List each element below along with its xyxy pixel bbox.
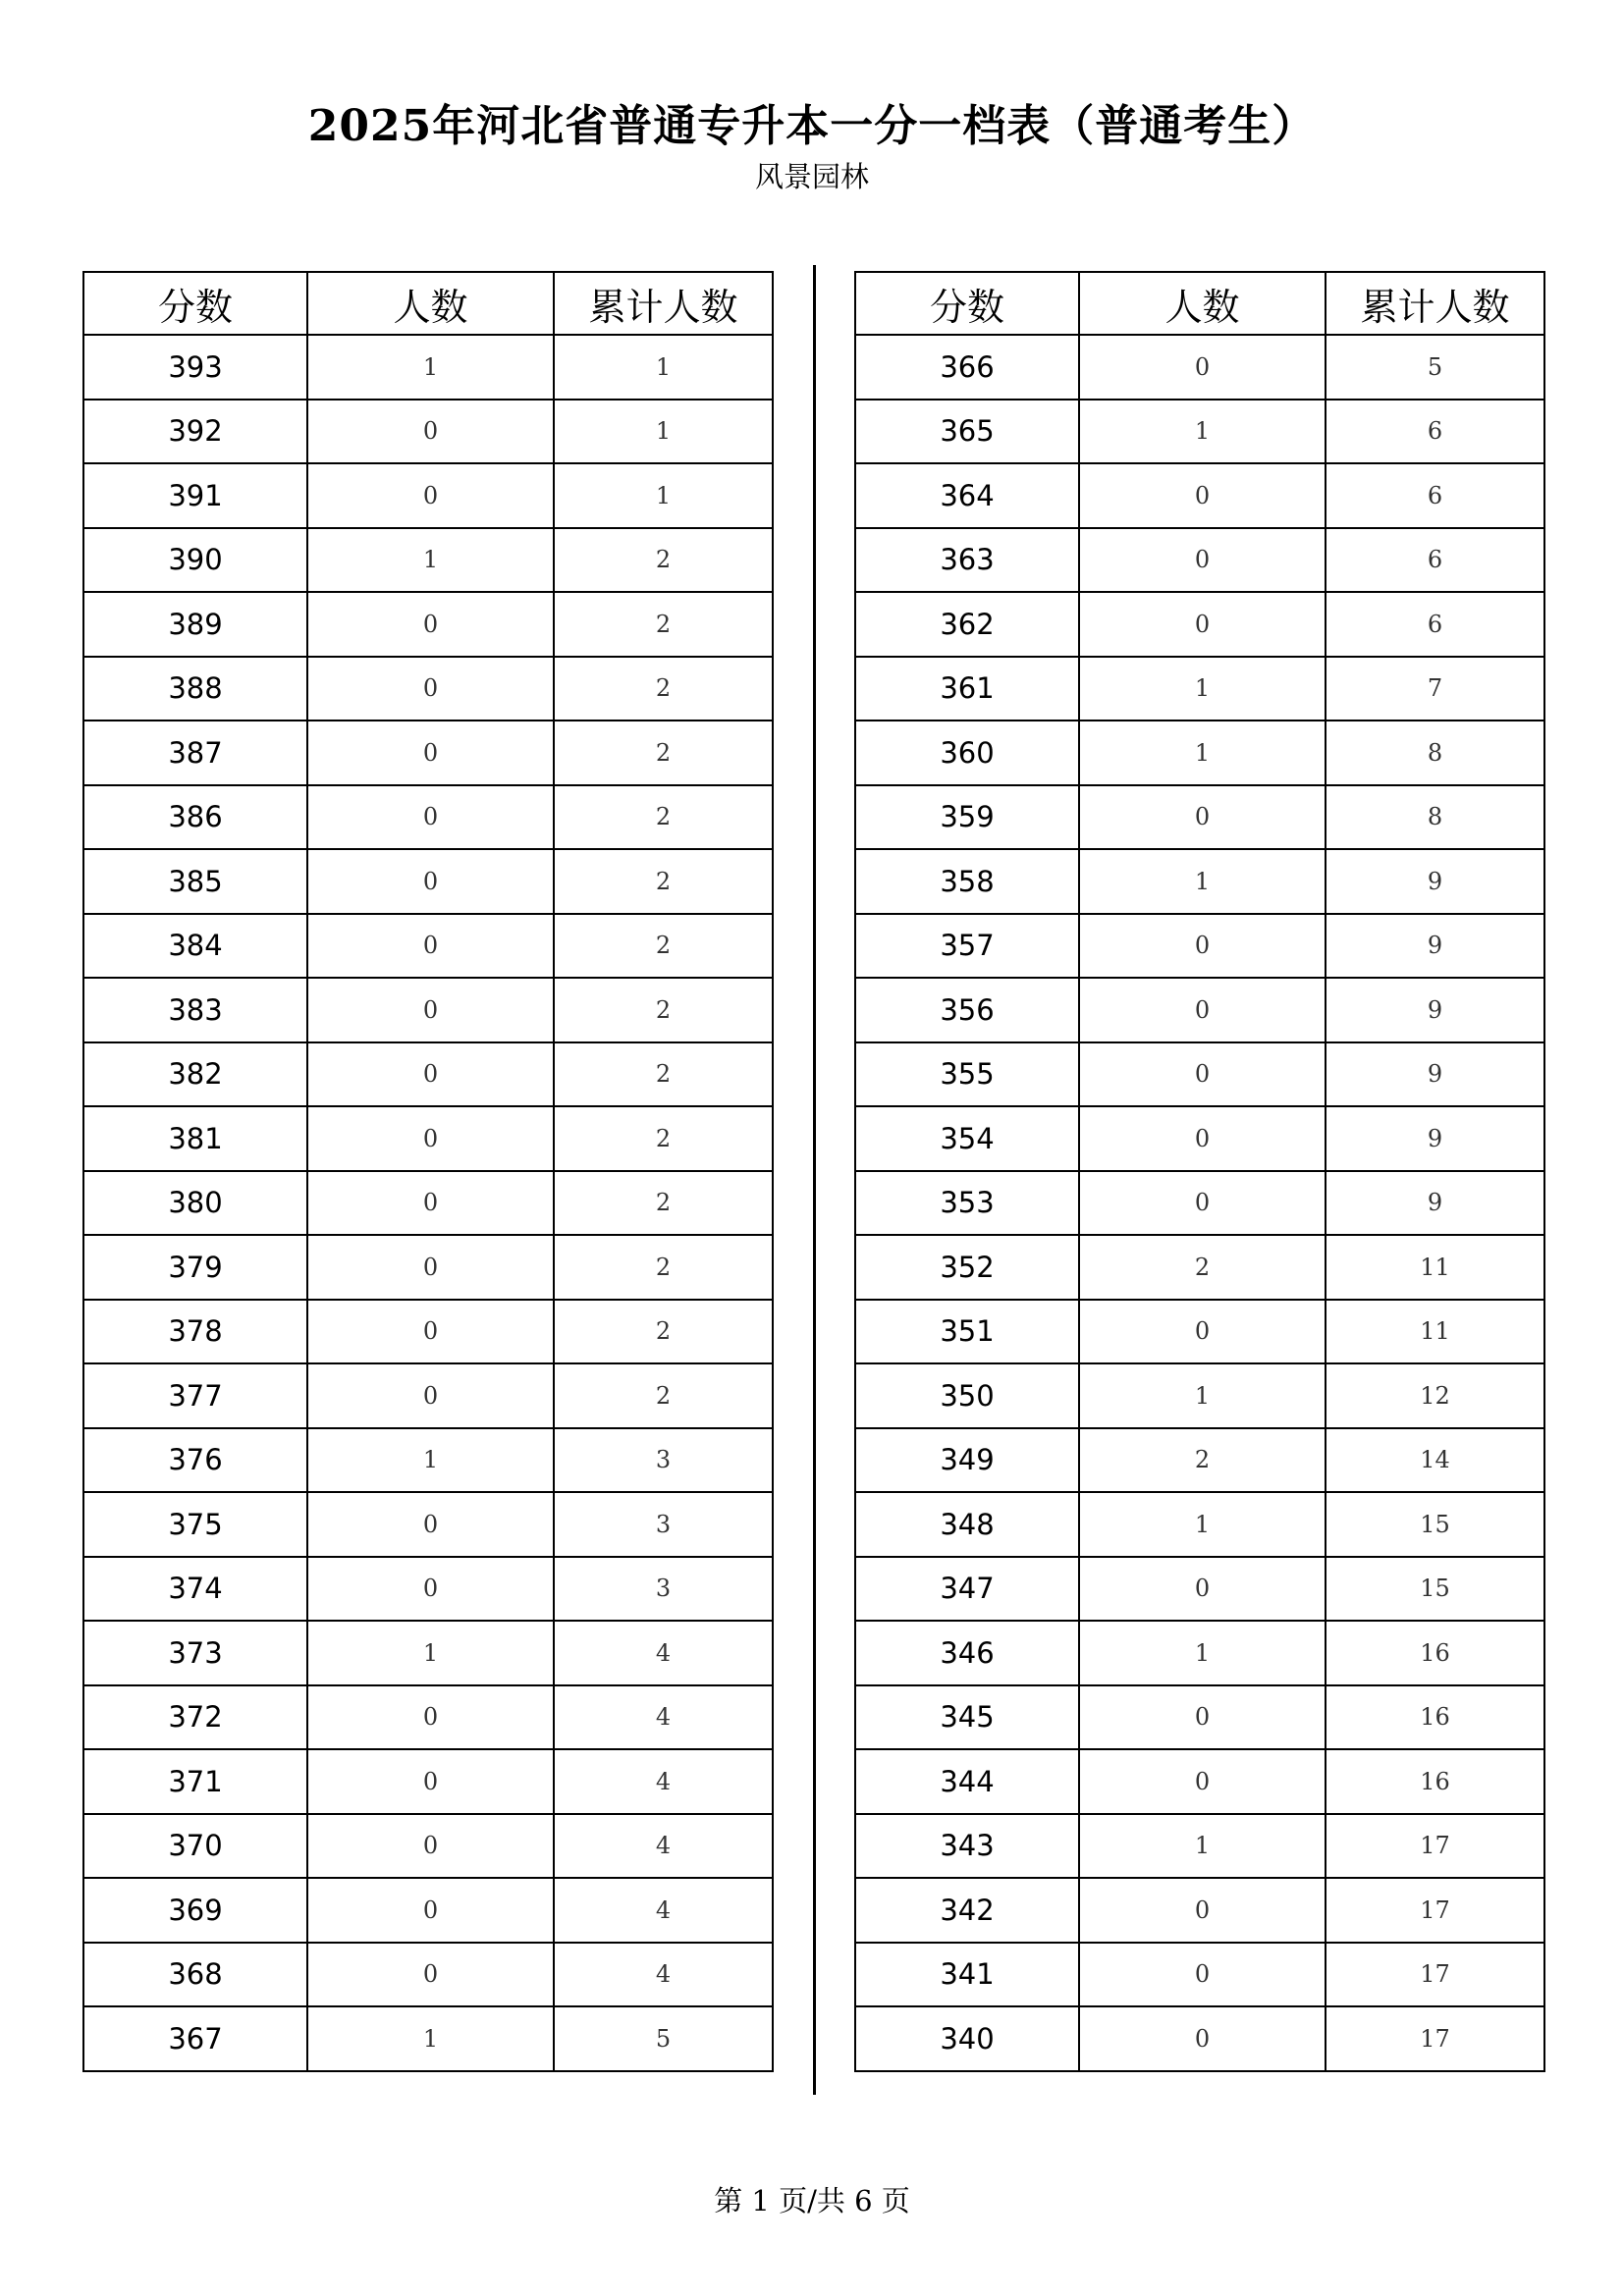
- cell-count: 0: [307, 592, 554, 657]
- cell-score: 351: [855, 1300, 1079, 1364]
- cell-cumulative: 4: [554, 1621, 773, 1685]
- cell-count: 0: [307, 785, 554, 850]
- table-header-row: [83, 272, 773, 335]
- cell-cumulative: 2: [554, 1235, 773, 1300]
- cell-cumulative: 4: [554, 1749, 773, 1814]
- cell-score: 372: [83, 1685, 307, 1750]
- cell-score: 390: [83, 528, 307, 593]
- table-row: [855, 978, 1544, 1042]
- cell-count: 0: [307, 849, 554, 914]
- cell-count: 0: [307, 1300, 554, 1364]
- page-subtitle: 风景园林: [754, 160, 869, 193]
- cell-cumulative: 6: [1326, 400, 1544, 464]
- table-row: [855, 1300, 1544, 1364]
- cell-score: 364: [855, 463, 1079, 528]
- header-count: 人数: [307, 272, 554, 335]
- cell-cumulative: 3: [554, 1492, 773, 1557]
- cell-score: 375: [83, 1492, 307, 1557]
- cell-score: 369: [83, 1878, 307, 1943]
- table-row: [83, 400, 773, 464]
- cell-score: 379: [83, 1235, 307, 1300]
- cell-count: 0: [307, 1814, 554, 1879]
- cell-count: 0: [307, 657, 554, 721]
- cell-count: 0: [307, 978, 554, 1042]
- column-divider: [813, 265, 816, 2095]
- cell-count: 1: [1079, 1621, 1326, 1685]
- cell-count: 1: [1079, 657, 1326, 721]
- cell-count: 1: [1079, 849, 1326, 914]
- cell-score: 368: [83, 1943, 307, 2007]
- cell-cumulative: 14: [1326, 1428, 1544, 1493]
- cell-score: 343: [855, 1814, 1079, 1879]
- cell-count: 0: [1079, 1106, 1326, 1171]
- table-row: [83, 785, 773, 850]
- cell-count: 0: [1079, 1557, 1326, 1622]
- cell-cumulative: 8: [1326, 721, 1544, 785]
- cell-count: 0: [1079, 1685, 1326, 1750]
- cell-count: 0: [307, 914, 554, 979]
- cell-score: 361: [855, 657, 1079, 721]
- cell-cumulative: 2: [554, 1171, 773, 1236]
- cell-cumulative: 2: [554, 978, 773, 1042]
- cell-score: 391: [83, 463, 307, 528]
- table-row: [83, 1943, 773, 2007]
- cell-count: 0: [307, 1557, 554, 1622]
- cell-score: 360: [855, 721, 1079, 785]
- cell-count: 0: [307, 1042, 554, 1107]
- table-row: [83, 1171, 773, 1236]
- table-row: [83, 1235, 773, 1300]
- table-row: [83, 1878, 773, 1943]
- table-row: [855, 335, 1544, 400]
- cell-count: 0: [1079, 1749, 1326, 1814]
- table-row: [83, 1621, 773, 1685]
- cell-cumulative: 9: [1326, 978, 1544, 1042]
- cell-score: 378: [83, 1300, 307, 1364]
- cell-cumulative: 16: [1326, 1621, 1544, 1685]
- table-row: [83, 592, 773, 657]
- cell-score: 349: [855, 1428, 1079, 1493]
- table-row: [855, 914, 1544, 979]
- cell-cumulative: 9: [1326, 1042, 1544, 1107]
- cell-score: 376: [83, 1428, 307, 1493]
- cell-score: 341: [855, 1943, 1079, 2007]
- header-cumulative: 累计人数: [554, 272, 773, 335]
- cell-cumulative: 4: [554, 1878, 773, 1943]
- cell-count: 0: [1079, 914, 1326, 979]
- table-row: [855, 1363, 1544, 1428]
- table-row: [83, 1814, 773, 1879]
- cell-score: 347: [855, 1557, 1079, 1622]
- cell-cumulative: 11: [1326, 1235, 1544, 1300]
- table-row: [855, 1557, 1544, 1622]
- table-row: [855, 1621, 1544, 1685]
- cell-cumulative: 4: [554, 1685, 773, 1750]
- cell-score: 350: [855, 1363, 1079, 1428]
- cell-score: 387: [83, 721, 307, 785]
- cell-count: 1: [307, 1621, 554, 1685]
- table-row: [855, 528, 1544, 593]
- cell-cumulative: 9: [1326, 849, 1544, 914]
- cell-score: 373: [83, 1621, 307, 1685]
- cell-count: 1: [307, 2006, 554, 2071]
- table-row: [83, 1685, 773, 1750]
- cell-cumulative: 15: [1326, 1557, 1544, 1622]
- table-row: [83, 1492, 773, 1557]
- table-row: [83, 1749, 773, 1814]
- cell-cumulative: 16: [1326, 1749, 1544, 1814]
- table-row: [855, 1749, 1544, 1814]
- score-table-right: [854, 271, 1545, 2072]
- cell-cumulative: 5: [1326, 335, 1544, 400]
- header-score: 分数: [83, 272, 307, 335]
- cell-cumulative: 1: [554, 335, 773, 400]
- cell-cumulative: 1: [554, 463, 773, 528]
- table-row: [855, 657, 1544, 721]
- cell-score: 366: [855, 335, 1079, 400]
- table-row: [83, 1106, 773, 1171]
- cell-score: 392: [83, 400, 307, 464]
- cell-count: 0: [307, 1878, 554, 1943]
- cell-score: 377: [83, 1363, 307, 1428]
- cell-score: 365: [855, 400, 1079, 464]
- table-row: [855, 1943, 1544, 2007]
- header-score: 分数: [855, 272, 1079, 335]
- cell-count: 1: [1079, 400, 1326, 464]
- table-row: [855, 721, 1544, 785]
- cell-cumulative: 16: [1326, 1685, 1544, 1750]
- table-row: [855, 1106, 1544, 1171]
- cell-count: 0: [1079, 528, 1326, 593]
- table-row: [855, 1492, 1544, 1557]
- table-row: [855, 463, 1544, 528]
- cell-cumulative: 2: [554, 1300, 773, 1364]
- cell-cumulative: 2: [554, 528, 773, 593]
- table-header-row: [855, 272, 1544, 335]
- table-row: [83, 1557, 773, 1622]
- cell-count: 0: [307, 1943, 554, 2007]
- cell-count: 1: [307, 528, 554, 593]
- table-row: [855, 1878, 1544, 1943]
- table-row: [83, 1363, 773, 1428]
- table-row: [83, 1300, 773, 1364]
- cell-count: 0: [1079, 1042, 1326, 1107]
- cell-cumulative: 17: [1326, 1814, 1544, 1879]
- cell-score: 374: [83, 1557, 307, 1622]
- cell-count: 0: [307, 1749, 554, 1814]
- cell-cumulative: 4: [554, 1814, 773, 1879]
- cell-score: 383: [83, 978, 307, 1042]
- cell-score: 393: [83, 335, 307, 400]
- cell-cumulative: 9: [1326, 914, 1544, 979]
- cell-cumulative: 15: [1326, 1492, 1544, 1557]
- header-cumulative: 累计人数: [1326, 272, 1544, 335]
- cell-cumulative: 7: [1326, 657, 1544, 721]
- cell-count: 0: [1079, 463, 1326, 528]
- cell-cumulative: 5: [554, 2006, 773, 2071]
- cell-cumulative: 12: [1326, 1363, 1544, 1428]
- cell-score: 371: [83, 1749, 307, 1814]
- cell-score: 370: [83, 1814, 307, 1879]
- table-row: [83, 914, 773, 979]
- cell-count: 1: [1079, 1492, 1326, 1557]
- cell-count: 0: [1079, 1878, 1326, 1943]
- cell-score: 358: [855, 849, 1079, 914]
- table-row: [855, 849, 1544, 914]
- cell-cumulative: 2: [554, 592, 773, 657]
- cell-score: 357: [855, 914, 1079, 979]
- cell-cumulative: 1: [554, 400, 773, 464]
- cell-count: 2: [1079, 1428, 1326, 1493]
- page-title: 2025年河北省普通专升本一分一档表（普通考生）: [307, 101, 1317, 151]
- table-row: [855, 1814, 1544, 1879]
- cell-count: 0: [1079, 1943, 1326, 2007]
- cell-count: 0: [307, 1106, 554, 1171]
- cell-cumulative: 2: [554, 1363, 773, 1428]
- cell-count: 2: [1079, 1235, 1326, 1300]
- table-row: [855, 1171, 1544, 1236]
- cell-cumulative: 9: [1326, 1171, 1544, 1236]
- cell-count: 0: [1079, 335, 1326, 400]
- cell-count: 0: [1079, 978, 1326, 1042]
- cell-count: 0: [1079, 1171, 1326, 1236]
- cell-count: 0: [307, 1235, 554, 1300]
- cell-score: 389: [83, 592, 307, 657]
- page-footer: 第 1 页/共 6 页: [714, 2184, 910, 2217]
- cell-score: 354: [855, 1106, 1079, 1171]
- table-row: [83, 1428, 773, 1493]
- cell-count: 1: [1079, 721, 1326, 785]
- cell-count: 0: [307, 400, 554, 464]
- table-row: [83, 978, 773, 1042]
- table-row: [855, 785, 1544, 850]
- cell-count: 0: [1079, 2006, 1326, 2071]
- cell-count: 1: [307, 335, 554, 400]
- cell-score: 362: [855, 592, 1079, 657]
- table-row: [83, 2006, 773, 2071]
- cell-cumulative: 17: [1326, 2006, 1544, 2071]
- cell-cumulative: 8: [1326, 785, 1544, 850]
- cell-cumulative: 2: [554, 721, 773, 785]
- cell-count: 0: [1079, 592, 1326, 657]
- cell-score: 356: [855, 978, 1079, 1042]
- cell-score: 382: [83, 1042, 307, 1107]
- cell-count: 0: [307, 1685, 554, 1750]
- cell-count: 0: [1079, 785, 1326, 850]
- cell-score: 348: [855, 1492, 1079, 1557]
- cell-count: 1: [1079, 1814, 1326, 1879]
- cell-score: 346: [855, 1621, 1079, 1685]
- cell-cumulative: 6: [1326, 463, 1544, 528]
- cell-score: 367: [83, 2006, 307, 2071]
- cell-score: 345: [855, 1685, 1079, 1750]
- cell-cumulative: 2: [554, 1042, 773, 1107]
- cell-count: 1: [1079, 1363, 1326, 1428]
- cell-count: 0: [307, 721, 554, 785]
- cell-cumulative: 2: [554, 849, 773, 914]
- cell-score: 342: [855, 1878, 1079, 1943]
- cell-score: 353: [855, 1171, 1079, 1236]
- table-row: [83, 463, 773, 528]
- cell-count: 0: [307, 1492, 554, 1557]
- table-row: [855, 1685, 1544, 1750]
- table-row: [83, 1042, 773, 1107]
- cell-score: 388: [83, 657, 307, 721]
- cell-cumulative: 17: [1326, 1943, 1544, 2007]
- table-row: [83, 528, 773, 593]
- cell-cumulative: 9: [1326, 1106, 1544, 1171]
- cell-score: 384: [83, 914, 307, 979]
- cell-score: 355: [855, 1042, 1079, 1107]
- table-row: [855, 1428, 1544, 1493]
- cell-cumulative: 3: [554, 1428, 773, 1493]
- cell-cumulative: 2: [554, 1106, 773, 1171]
- cell-cumulative: 2: [554, 914, 773, 979]
- cell-cumulative: 4: [554, 1943, 773, 2007]
- table-row: [855, 1042, 1544, 1107]
- cell-score: 340: [855, 2006, 1079, 2071]
- cell-cumulative: 2: [554, 785, 773, 850]
- table-row: [83, 657, 773, 721]
- table-row: [855, 400, 1544, 464]
- cell-score: 380: [83, 1171, 307, 1236]
- table-row: [83, 335, 773, 400]
- cell-score: 386: [83, 785, 307, 850]
- cell-count: 0: [307, 463, 554, 528]
- cell-cumulative: 6: [1326, 528, 1544, 593]
- table-row: [855, 2006, 1544, 2071]
- cell-score: 385: [83, 849, 307, 914]
- cell-count: 0: [1079, 1300, 1326, 1364]
- table-row: [855, 1235, 1544, 1300]
- cell-score: 344: [855, 1749, 1079, 1814]
- cell-cumulative: 2: [554, 657, 773, 721]
- cell-cumulative: 11: [1326, 1300, 1544, 1364]
- table-row: [83, 849, 773, 914]
- table-row: [855, 592, 1544, 657]
- table-row: [83, 721, 773, 785]
- cell-cumulative: 3: [554, 1557, 773, 1622]
- cell-count: 1: [307, 1428, 554, 1493]
- cell-score: 359: [855, 785, 1079, 850]
- cell-count: 0: [307, 1363, 554, 1428]
- cell-count: 0: [307, 1171, 554, 1236]
- header-count: 人数: [1079, 272, 1326, 335]
- cell-cumulative: 17: [1326, 1878, 1544, 1943]
- cell-score: 363: [855, 528, 1079, 593]
- score-table-left: [82, 271, 774, 2072]
- cell-score: 352: [855, 1235, 1079, 1300]
- cell-score: 381: [83, 1106, 307, 1171]
- cell-cumulative: 6: [1326, 592, 1544, 657]
